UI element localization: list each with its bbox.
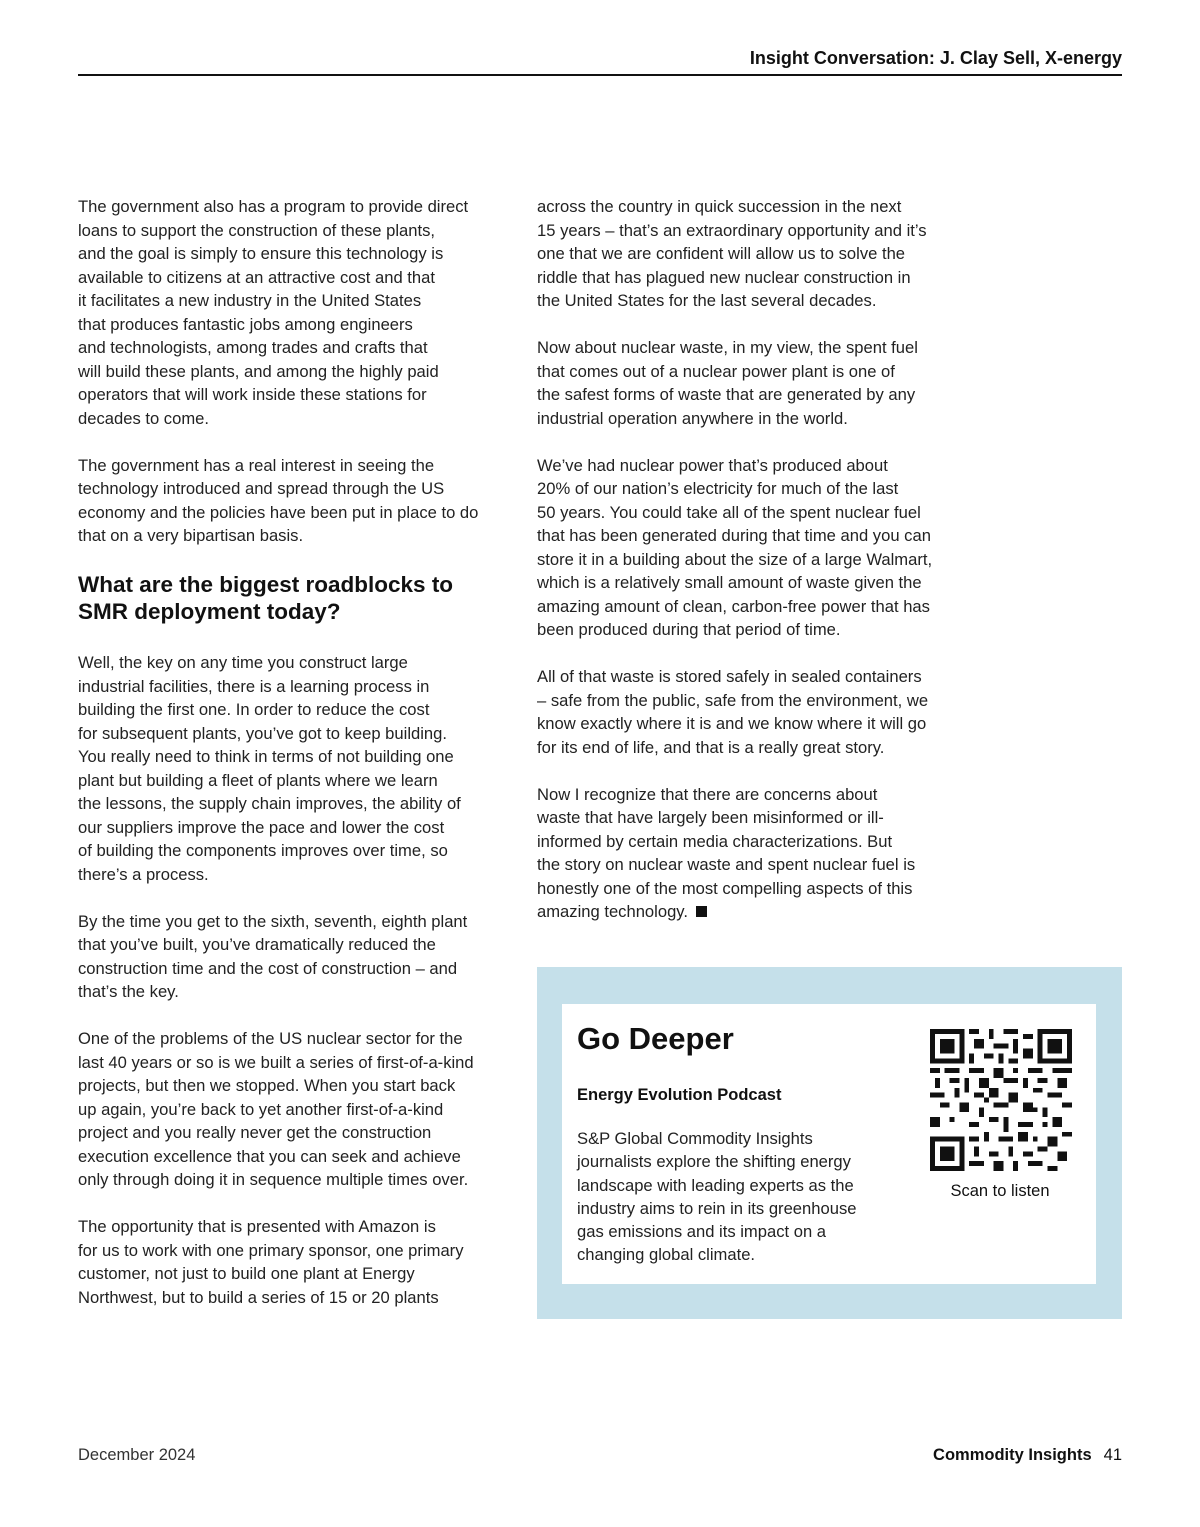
body-paragraph: The government also has a program to provide direct loans to support the construction of these plants, and the goal is simply to ensure this technology is available to citizens at an attractive cost and that it facilitates a new industry in the United States that produces fantastic jobs among engineers and technologists, among trades and crafts that will build these plants, and among the highly paid operators that will work inside these stations for decades to come.: [78, 197, 469, 428]
body-paragraph: Well, the key on any time you construct large industrial facilities, there is a learning process in building the first one. In order to reduce the cost for subsequent plants, you’ve got to keep building. You really need to think in terms of not building one plant but building a fleet of plants where we learn the lessons, the supply chain improves, the ability of our suppliers improve the pace and lower the cost of building the components improves over time, so there’s a process.: [78, 653, 461, 884]
body-paragraph: By the time you get to the sixth, seventh, eighth plant that you’ve built, you’ve dramatically reduced the construction time and the cost of construction – and that’s the key.: [78, 911, 468, 1001]
go-deeper-callout: [537, 967, 1122, 1319]
body-paragraph: We’ve had nuclear power that’s produced about 20% of our nation’s electricity for much of the last 50 years. You could take all of the spent nuclear fuel that has been generated during that time and you can store it in a building about the size of a large Walmart, which is a relatively small amount of waste given the amazing amount of clean, carbon-free power that has been produced during that period of time.: [537, 455, 933, 639]
body-paragraph: The opportunity that is presented with Amazon is for us to work with one primary sponsor, one primary customer, not just to build one plant at Energy Northwest, but to build a series of 15 or 20 plants: [78, 1217, 464, 1307]
qr-code-icon[interactable]: [930, 1029, 1072, 1171]
final-paragraph-text: Now I recognize that there are concerns about waste that have largely been misinformed or ill- informed by certain media characterizations. But the story on nuclear waste and spent nuclear fuel is honestly one of the most compelling aspects of this amazing technology.: [537, 784, 916, 921]
callout-description: S&P Global Commodity Insights journalists explore the shifting energy landscape with leading experts as the industry aims to rein in its greenhouse gas emissions and its impact on a changing global climate.: [577, 1129, 857, 1265]
qr-caption: Scan to listen: [950, 1182, 1050, 1200]
end-of-article-mark: [696, 906, 707, 917]
body-paragraph-final: [537, 783, 977, 924]
body-paragraph: All of that waste is stored safely in sealed containers – safe from the public, safe from the environment, we know exactly where it is and we know where it will go for its end of life, and that is a really great story.: [537, 667, 929, 757]
left-column: [78, 195, 518, 1333]
body-paragraph: The government has a real interest in seeing the technology introduced and spread through the US economy and the policies have been put in place to do that on a very bipartisan basis.: [78, 455, 479, 545]
header-title: Insight Conversation: J. Clay Sell, X-energy: [749, 48, 1122, 68]
podcast-name: Energy Evolution Podcast: [577, 1086, 782, 1104]
right-column: [537, 195, 977, 947]
footer-brand: Commodity Insights: [933, 1446, 1092, 1464]
callout-card: [562, 1004, 1096, 1284]
body-paragraph: One of the problems of the US nuclear sector for the last 40 years or so is we built a series of first-of-a-kind projects, but then we stopped. When you start back up again, you’re back to yet another first-of-a-kind project and you really never get the construction execution excellence that you can seek and achieve only through doing it in sequence multiple times over.: [78, 1029, 474, 1189]
section-heading: What are the biggest roadblocks to SMR deployment today?: [78, 572, 454, 624]
footer-brand-page: [933, 1446, 1122, 1465]
body-paragraph: Now about nuclear waste, in my view, the spent fuel that comes out of a nuclear power plant is one of the safest forms of waste that are generated by any industrial operation anywhere in the world.: [537, 338, 918, 428]
callout-title: Go Deeper: [577, 1021, 734, 1056]
page-number: 41: [1103, 1446, 1122, 1464]
footer-date: December 2024: [78, 1446, 196, 1464]
body-paragraph: across the country in quick succession in the next 15 years – that’s an extraordinary opportunity and it’s one that we are confident will allow us to solve the riddle that has plagued new nuclear construction in the United States for the last several decades.: [537, 197, 927, 310]
running-header: [78, 48, 1122, 76]
